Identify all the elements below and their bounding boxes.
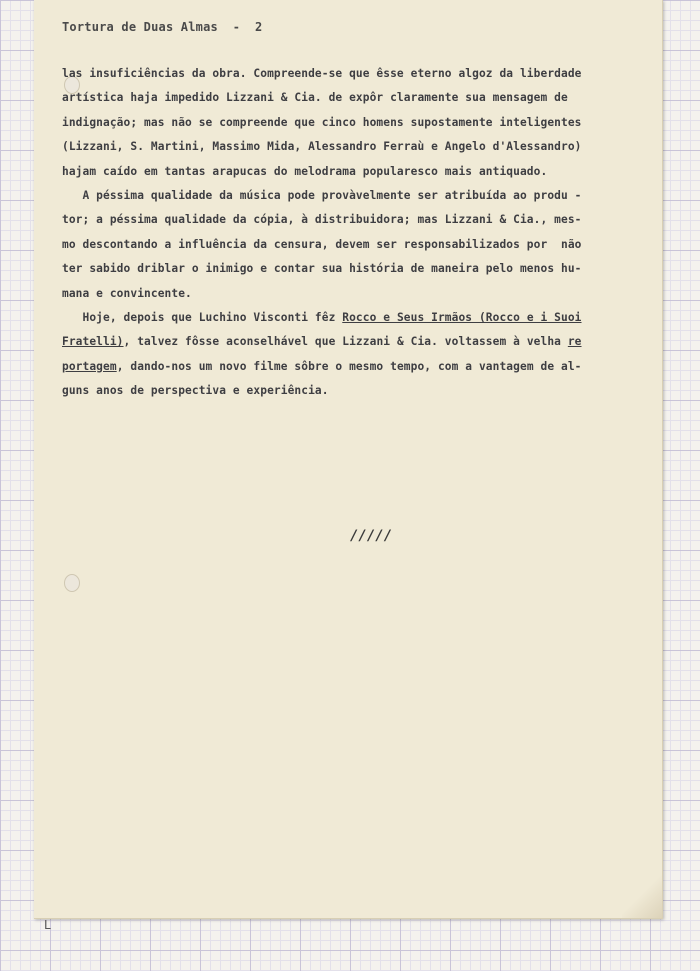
text-line: tor; a péssima qualidade da cópia, à distribuidora; mas Lizzani & Cia., mes- [62,213,582,227]
paragraph-1 [62,62,672,184]
text-line: hajam caído em tantas arapucas do melodrama popularesco mais antiquado. [62,164,548,178]
paragraph-3 [62,306,672,404]
text-line: indignação; mas não se compreende que cinco homens supostamente inteligentes [62,115,582,129]
text-line [62,355,672,379]
film-title-underlined: Rocco e Seus Irmãos (Rocco e i Suoi [342,311,582,324]
text-line [62,306,672,330]
text-line: guns anos de perspectiva e experiência. [62,384,329,398]
typed-page [34,0,663,919]
text-line: artística haja impedido Lizzani & Cia. de expôr claramente sua mensagem de [62,91,568,105]
text-line: ter sabido driblar o inimigo e contar sua história de maneira pelo menos hu- [62,262,582,276]
corner-mark: L [44,918,51,932]
text-line: mana e convincente. [62,286,192,300]
text-segment: Hoje, depois que Luchino Visconti fêz [62,311,343,324]
underlined-word: portagem [62,359,117,373]
text-segment: , dando-nos um novo filme sôbre o mesmo tempo, com a vantagem de al- [116,359,582,373]
punch-hole [64,574,80,592]
film-title-underlined: Fratelli) [62,335,124,349]
text-segment: , talvez fôsse aconselhável que Lizzani & Cia. voltassem à velha [123,335,568,349]
text-line [62,330,672,354]
text-line: A péssima qualidade da música pode provàvelmente ser atribuída ao produ - [62,189,582,202]
text-line: (Lizzani, S. Martini, Massimo Mida, Alessandro Ferraù e Angelo d'Alessandro) [62,140,582,154]
end-mark: ///// [350,528,393,544]
underlined-word: re [567,335,582,349]
text-line: mo descontando a influência da censura, devem ser responsabilizados por não [62,237,582,251]
page-header: Tortura de Duas Almas - 2 [62,20,263,34]
text-line: las insuficiências da obra. Compreende-se que êsse eterno algoz da liberdade [62,67,582,80]
paragraph-2 [62,184,672,306]
